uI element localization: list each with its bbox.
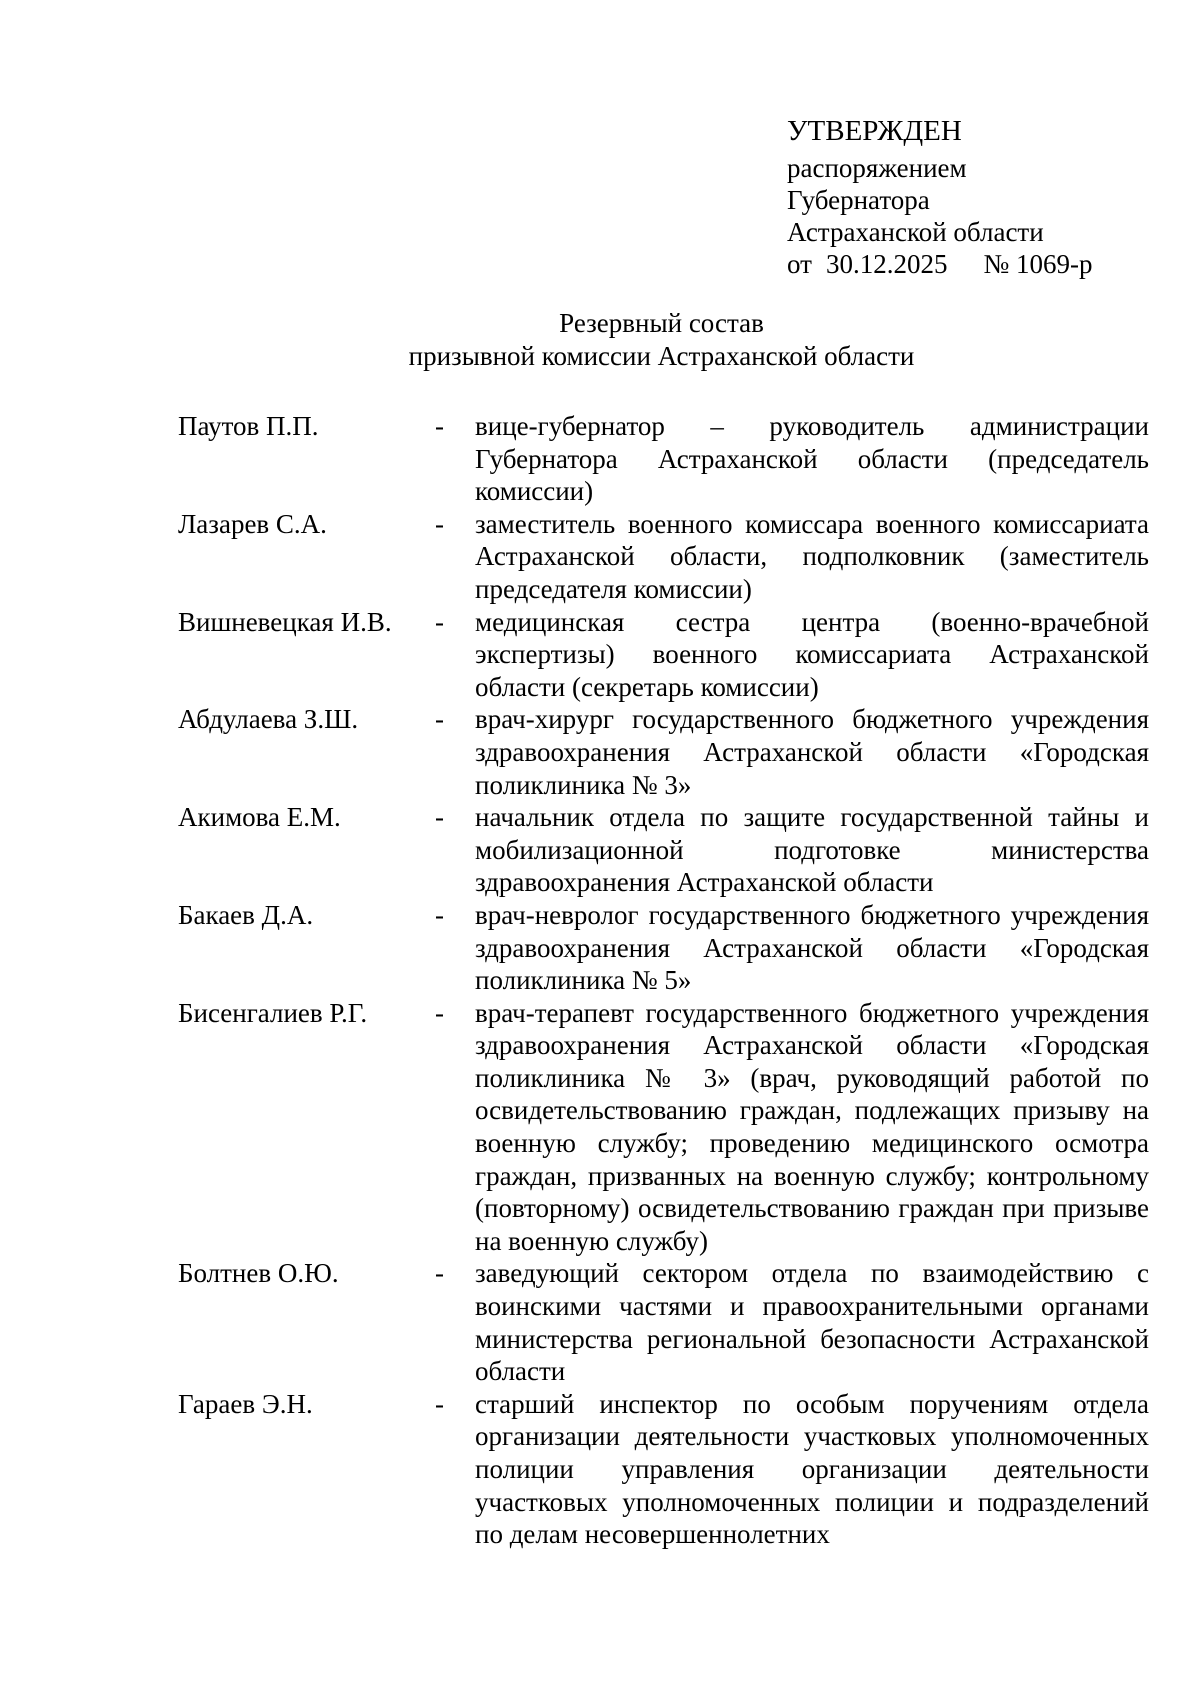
member-name: Болтнев О.Ю. <box>178 1258 339 1289</box>
member-row <box>178 1257 1158 1387</box>
member-row <box>178 801 1158 899</box>
member-position: врач-терапевт государственного бюджетного учреждения здравоохранения Астраханской области «Городская поликлиника № 3» (врач, руководящий работой по освидетельствованию граждан, подлежащих призыву на военную службу; проведению медицинского осмотра граждан, призванных на военную службу; контрольному (повторному) освидетельствованию граждан при призыве на военную службу) <box>475 997 1149 1256</box>
approval-line: Губернатора <box>787 185 930 215</box>
member-position: заместитель военного комиссара военного комиссариата Астраханской области, подполковник (заместитель председателя комиссии) <box>475 508 1149 604</box>
member-separator: - <box>435 704 444 735</box>
approval-line: распоряжением <box>787 153 967 183</box>
member-position: заведующий сектором отдела по взаимодействию с воинскими частями и правоохранительными органами министерства региональной безопасности Астраханской области <box>475 1258 1149 1387</box>
title-line: Резервный состав <box>559 308 764 338</box>
member-name: Лазарев С.А. <box>178 508 327 539</box>
document-title <box>0 307 1200 373</box>
approval-stamp <box>787 112 1167 280</box>
member-position: врач-хирург государственного бюджетного учреждения здравоохранения Астраханской области «Городская поликлиника № 3» <box>475 704 1149 800</box>
member-row <box>178 899 1158 997</box>
member-position: начальник отдела по защите государственной тайны и мобилизационной подготовке министерства здравоохранения Астраханской области <box>475 802 1149 898</box>
member-name: Гараев Э.Н. <box>178 1388 313 1419</box>
member-name: Паутов П.П. <box>178 411 319 441</box>
member-name: Вишневецкая И.В. <box>178 606 392 637</box>
member-separator: - <box>435 508 444 539</box>
member-row <box>178 997 1158 1258</box>
member-row <box>178 703 1158 801</box>
member-name: Абдулаева З.Ш. <box>178 704 359 735</box>
member-name: Бакаев Д.А. <box>178 899 314 930</box>
member-list <box>178 410 1158 1551</box>
title-line: призывной комиссии Астраханской области <box>408 341 915 371</box>
member-separator: - <box>435 1258 444 1289</box>
member-row <box>178 508 1158 606</box>
approval-title: УТВЕРЖДЕН <box>787 115 962 147</box>
member-separator: - <box>435 899 444 930</box>
member-separator: - <box>435 1388 444 1419</box>
approval-line: Астраханской области <box>787 217 1044 247</box>
member-separator: - <box>435 802 444 833</box>
approval-date: 30.12.2025 <box>825 249 948 279</box>
member-row <box>178 1388 1158 1551</box>
member-position: врач-невролог государственного бюджетного учреждения здравоохранения Астраханской области «Городская поликлиника № 5» <box>475 899 1149 996</box>
member-position: медицинская сестра центра (военно-врачебной экспертизы) военного комиссариата Астраханской области (секретарь комиссии) <box>475 606 1149 702</box>
member-separator: - <box>435 606 444 637</box>
member-name: Бисенгалиев Р.Г. <box>178 997 368 1028</box>
member-position: старший инспектор по особым поручениям отдела организации деятельности участковых уполномоченных полиции управления организации деятельности участковых уполномоченных полиции и подразделений по делам несовершеннолетних <box>475 1388 1149 1550</box>
member-position: вице-губернатор – руководитель администрации Губернатора Астраханской области (председатель комиссии) <box>475 411 1149 507</box>
member-name: Акимова Е.М. <box>178 802 341 833</box>
member-separator: - <box>435 411 444 441</box>
date-prefix: от <box>787 249 812 279</box>
member-separator: - <box>435 997 444 1028</box>
member-row <box>178 606 1158 704</box>
approval-date-line <box>787 248 1167 280</box>
approval-number: № 1069-р <box>983 249 1093 279</box>
member-row <box>178 410 1158 508</box>
